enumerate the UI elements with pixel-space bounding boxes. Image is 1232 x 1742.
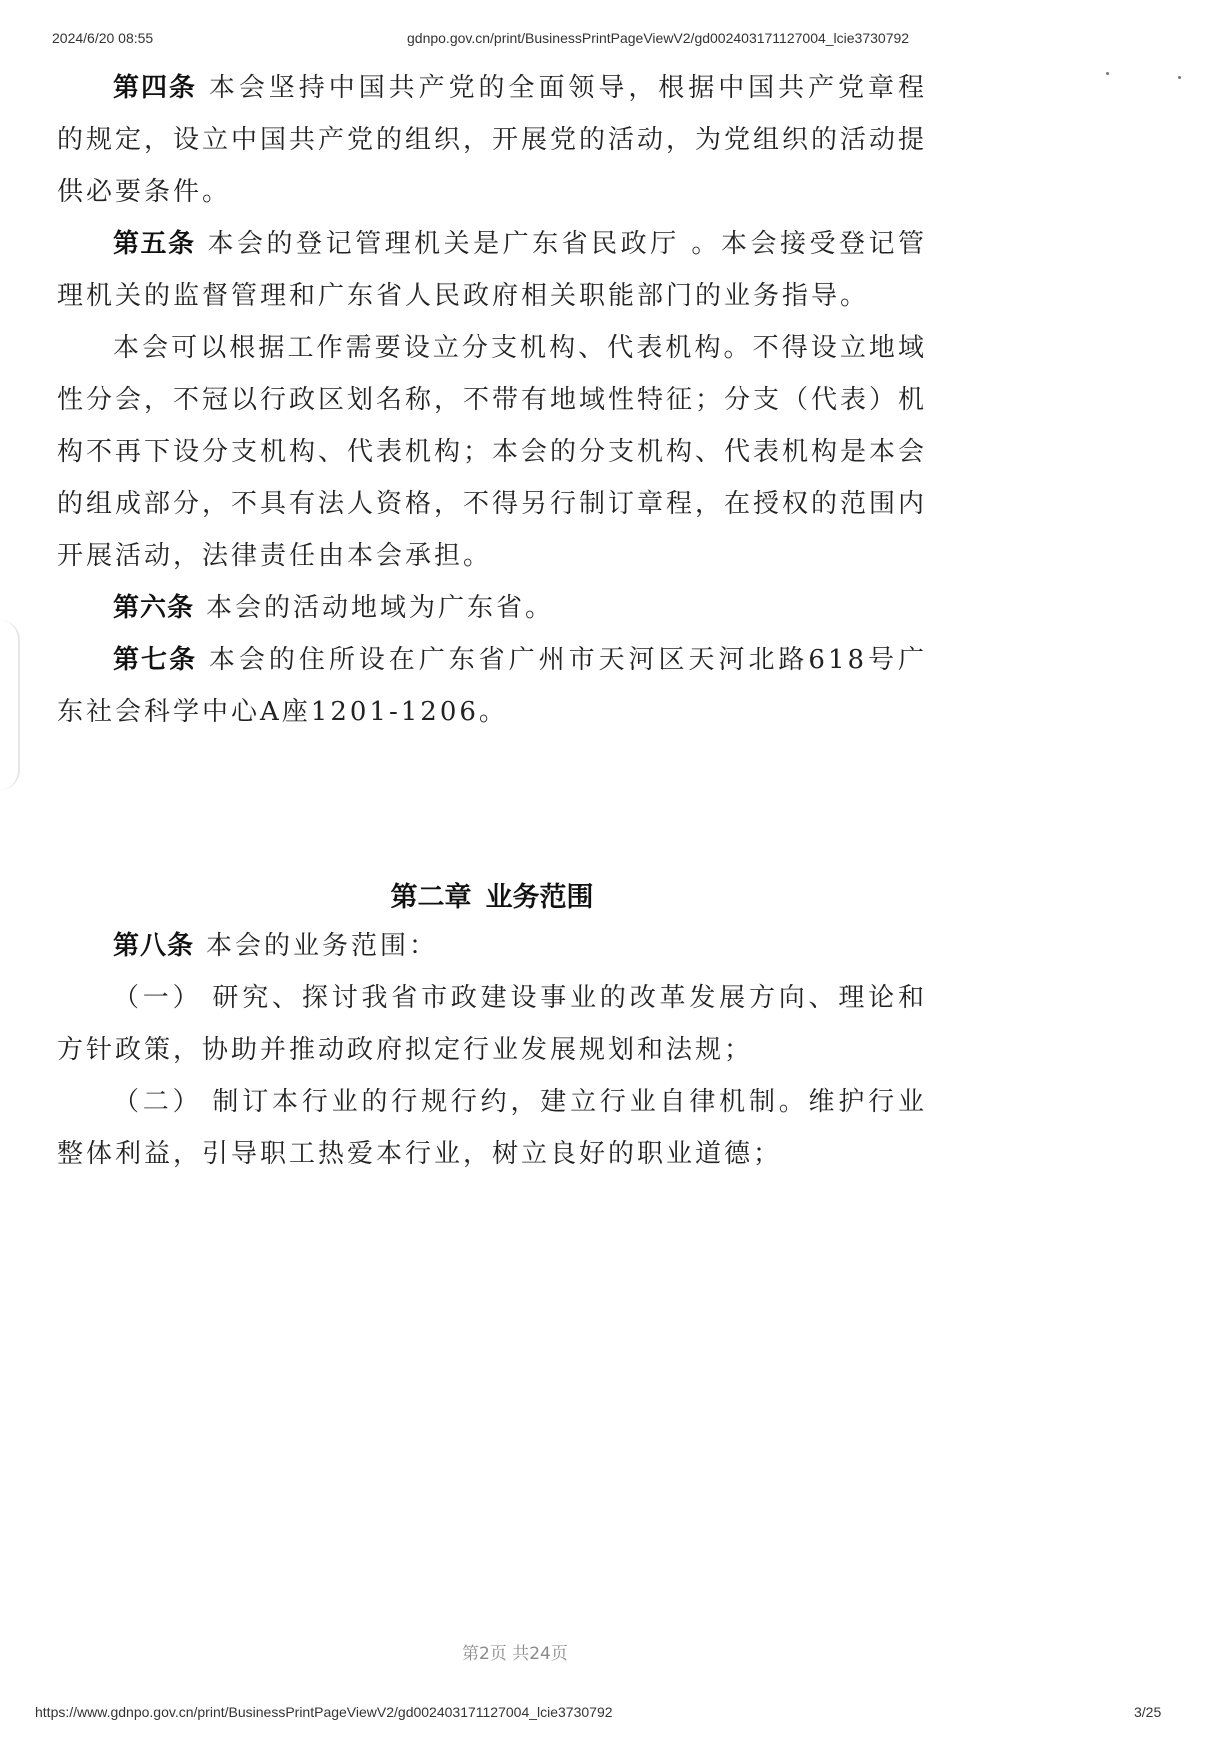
item-label: （二） bbox=[113, 1087, 203, 1117]
document-body-bottom bbox=[57, 920, 927, 1180]
article-5-branch-paragraph bbox=[57, 322, 927, 582]
chapter-title: 业务范围 bbox=[485, 882, 594, 913]
print-datetime: 2024/6/20 08:55 bbox=[52, 30, 154, 46]
article-text: 本会的业务范围： bbox=[206, 931, 439, 961]
article-label: 第七条 bbox=[113, 645, 197, 675]
print-url-header: gdnpo.gov.cn/print/BusinessPrintPageViewV2/gd002403171127004_lcie3730792 bbox=[407, 30, 910, 46]
article-6 bbox=[57, 582, 927, 634]
item-text: 研究、探讨我省市政建设事业的改革发展方向、理论和方针政策，协助并推动政府拟定行业发展规划和法规； bbox=[57, 983, 927, 1065]
scan-speck bbox=[1106, 72, 1109, 75]
article-label: 第六条 bbox=[113, 593, 195, 623]
article-7 bbox=[57, 634, 927, 738]
item-text: 制订本行业的行规行约，建立行业自律机制。维护行业整体利益，引导职工热爱本行业，树立良好的职业道德； bbox=[57, 1087, 927, 1169]
print-page-number: 3/25 bbox=[1134, 1704, 1162, 1720]
article-text: 本会坚持中国共产党的全面领导，根据中国共产党章程的规定，设立中国共产党的组织，开展党的活动，为党组织的活动提供必要条件。 bbox=[57, 73, 928, 207]
scan-edge-shadow bbox=[0, 620, 20, 790]
article-5 bbox=[57, 218, 927, 322]
article-8 bbox=[57, 920, 927, 972]
article-label: 第五条 bbox=[113, 229, 196, 259]
page-indicator: 第2页 共24页 bbox=[462, 1644, 568, 1664]
chapter-number: 第二章 bbox=[390, 882, 472, 913]
article-label: 第四条 bbox=[113, 73, 197, 103]
chapter-heading bbox=[57, 872, 927, 924]
article-text: 本会的住所设在广东省广州市天河区天河北路618号广东社会科学中心A座1201-1206。 bbox=[57, 645, 927, 727]
article-8-item-1 bbox=[57, 972, 927, 1076]
article-8-item-2 bbox=[57, 1076, 927, 1180]
article-text: 本会的登记管理机关是广东省民政厅 。本会接受登记管理机关的监督管理和广东省人民政府相关职能部门的业务指导。 bbox=[57, 229, 927, 311]
article-text: 本会可以根据工作需要设立分支机构、代表机构。不得设立地域性分会，不冠以行政区划名称，不带有地域性特征；分支（代表）机构不再下设分支机构、代表机构；本会的分支机构、代表机构是本会的组成部分，不具有法人资格，不得另行制订章程，在授权的范围内开展活动，法律责任由本会承担。 bbox=[57, 333, 928, 571]
scan-speck bbox=[1178, 76, 1181, 79]
article-label: 第八条 bbox=[113, 931, 195, 961]
article-4 bbox=[57, 62, 927, 218]
article-text: 本会的活动地域为广东省。 bbox=[206, 593, 555, 623]
print-url-footer: https://www.gdnpo.gov.cn/print/BusinessPrintPageViewV2/gd002403171127004_lcie3730792 bbox=[35, 1704, 613, 1720]
document-body-top bbox=[57, 62, 927, 738]
item-label: （一） bbox=[113, 983, 203, 1013]
